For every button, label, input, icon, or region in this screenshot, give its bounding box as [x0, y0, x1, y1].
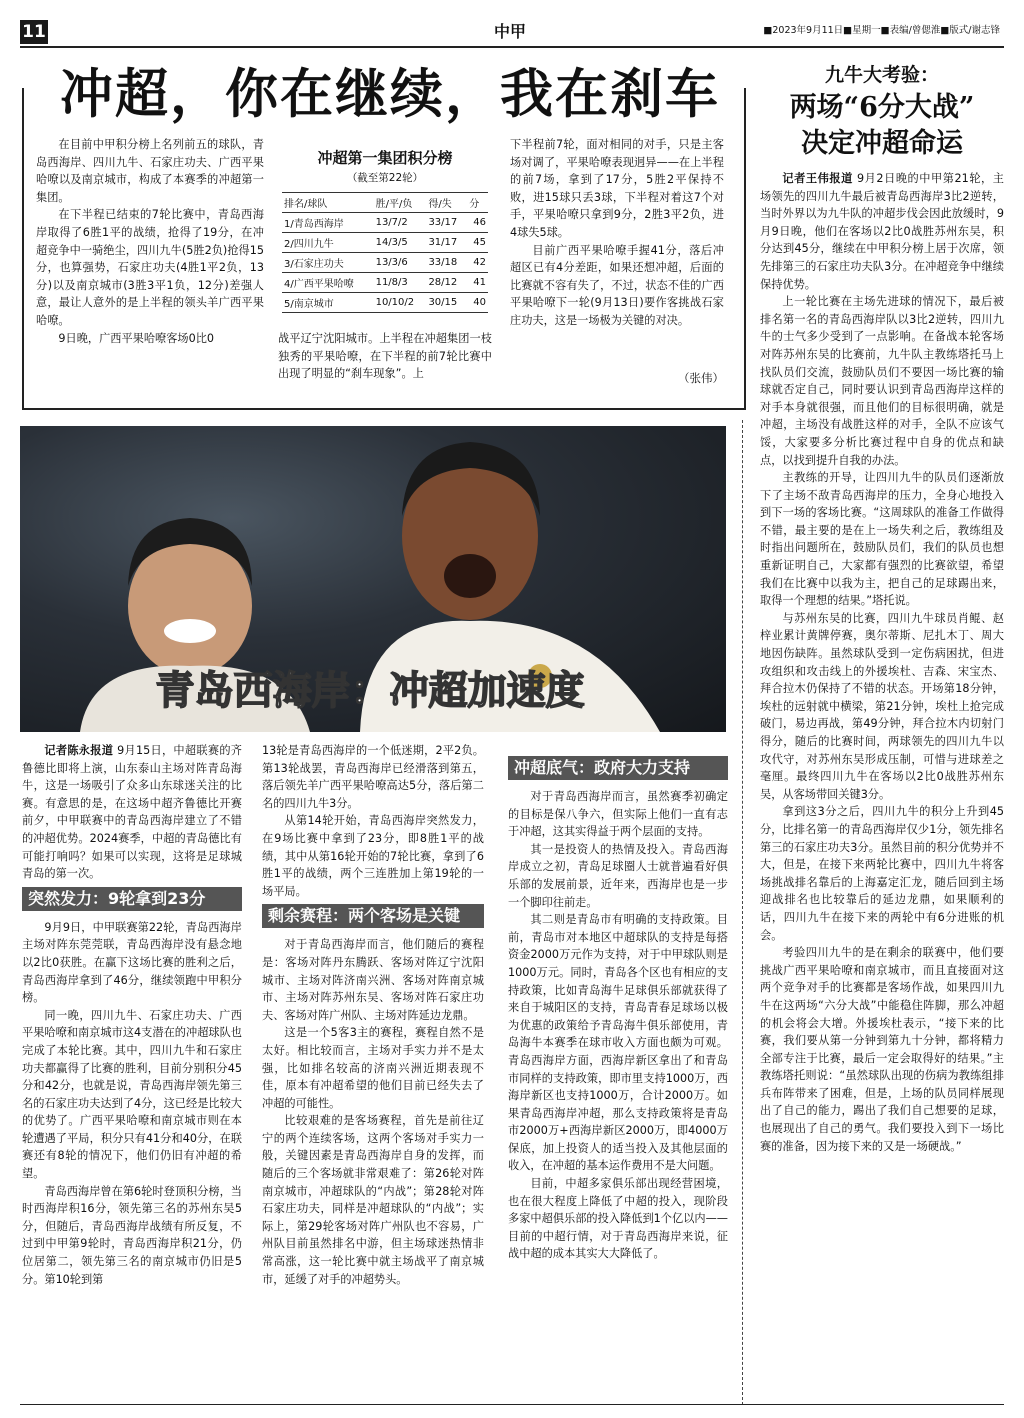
column-header: 排名/球队 [282, 193, 374, 213]
paragraph: 与苏州东吴的比赛，四川九牛球员肖鲲、赵梓业累计黄牌停赛，奥尔蒂斯、尼扎木丁、周大地因伤缺阵。虽然球队受到一定伤病困扰，但进攻组织和攻击线上的外援埃杜、吉森、宋宝杰、拜合拉木仍保持了不错的状态。开场第18分钟，埃杜的远射就中横梁，第21分钟，埃杜上抢完成破门，易边再战，第49分钟，拜合拉木内切射门得分，随后的比赛时间，两球领先的四川九牛以攻代守，对苏州东吴形成压制，可惜与进球差之毫厘。最终四川九牛在客场以2比0战胜苏州东吴，从客场带回关键3分。 [760, 611, 1004, 801]
paragraph: 从第14轮开始，青岛西海岸突然发力，在9场比赛中拿到了23分，即8胜1平的战绩，其中从第16轮开始的7轮比赛，拿到了6胜1平的战绩，两个三连胜加上第19轮的一场平局。 [262, 814, 484, 898]
points-cell: 40 [467, 293, 488, 313]
team-cell: 3/石家庄功夫 [282, 253, 374, 273]
team-cell: 5/南京城市 [282, 293, 374, 313]
standings-title: 冲超第一集团积分榜 [317, 149, 453, 167]
subhead: 突然发力：9轮拿到23分 [22, 887, 242, 911]
page-number: 11 [20, 20, 48, 44]
standings-subtitle: （截至第22轮） [346, 172, 424, 184]
bottom-story-column-2 [262, 742, 484, 1288]
points-cell: 46 [467, 213, 488, 233]
paragraph: 战平辽宁沈阳城市。上半程在冲超集团一枝独秀的平果哈嘹，在下半程的前7轮比赛中出现了明显的“刹车现象”。上 [278, 332, 492, 381]
subhead: 冲超底气：政府大力支持 [508, 756, 728, 780]
standings-header-row [282, 193, 488, 213]
paragraph: 在目前中甲积分榜上名列前五的球队，青岛西海岸、四川九牛、石家庄功夫、广西平果哈嘹以及南京城市，构成了本赛季的冲超第一集团。 [36, 138, 264, 204]
paragraph: 拿到这3分之后，四川九牛的积分上升到45分，比排名第一的青岛西海岸仅少1分，领先排名第三的石家庄功夫3分。虽然目前的积分优势并不大，但是，在接下来两轮比赛中，四川九牛将客场挑战排名靠后的上海嘉定汇龙，随后回到主场迎战排名也比较靠后的延边龙鼎，如果顺利的话，四川九牛在接下来的两轮中有6分进账的机会。 [760, 805, 1004, 942]
byline: 记者王伟报道 [782, 172, 853, 185]
record-cell: 11/8/3 [374, 273, 427, 293]
bottom-story-column-1 [22, 742, 242, 1288]
goals-cell: 31/17 [426, 233, 467, 253]
table-row [282, 253, 488, 273]
team-cell: 1/青岛西海岸 [282, 213, 374, 233]
team-cell: 4/广西平果哈嘹 [282, 273, 374, 293]
paragraph: 对于青岛西海岸而言，他们随后的赛程是：客场对阵丹东腾跃、客场对阵辽宁沈阳城市、主场对阵济南兴洲、客场对阵南京城市、主场对阵苏州东吴、客场对阵石家庄功夫、客场对阵广州队、主场对阵延边龙鼎。 [262, 938, 484, 1022]
dateline: ■2023年9月11日■星期一■表编/曾偲淮■版式/谢志锋 [763, 25, 1000, 36]
top-story-headline: 冲超，你在继续，我在刹车 [60, 60, 720, 128]
paragraph: 9月9日，中甲联赛第22轮，青岛西海岸主场对阵东莞莞联，青岛西海岸没有悬念地以2比0获胜。在赢下这场比赛的胜利之后，青岛西海岸拿到了46分，继续领跑中甲积分榜。 [22, 920, 242, 1005]
footer-rule [20, 1404, 1004, 1405]
paragraph: 目前，中超多家俱乐部出现经营困境，也在很大程度上降低了中超的投入，现阶段多家中超俱乐部的投入降低到1个亿以内——目前的中超行情，对于青岛西海岸来说，征战中超的成本其实大大降低了。 [508, 1177, 728, 1261]
standings-table [280, 146, 490, 313]
column-divider [742, 420, 743, 1405]
byline: 记者陈永报道 [44, 744, 114, 757]
record-cell: 10/10/2 [374, 293, 427, 313]
paragraph: 目前广西平果哈嘹手握41分，落后冲超区已有4分差距，如果还想冲超，后面的比赛就不容有失了，不过，状态不佳的广西平果哈嘹下一轮(9月13日)要作客挑战石家庄功夫，这是一场极为关键的对决。 [510, 243, 724, 327]
top-story-column-b [278, 330, 492, 383]
record-cell: 14/3/5 [374, 233, 427, 253]
points-cell: 45 [467, 233, 488, 253]
points-cell: 41 [467, 273, 488, 293]
paragraph: 上一轮比赛在主场先进球的情况下，最后被排名第一名的青岛西海岸队以3比2逆转，四川九牛的士气多少受到了一点影响。在备战本轮客场对阵苏州东吴的比赛前，九牛队主教练塔托马上找队员们交流，鼓励队员们不要因一场比赛的输球就否定自己，同时要认识到青岛西海岸这样的对手本身就很强，而且他们的目标很明确，就是冲超，主场没有战胜这样的对手，全队不应该气馁，大家要多分析比赛过程中自身的优点和缺点，以找到提升自我的办法。 [760, 295, 1004, 467]
points-cell: 42 [467, 253, 488, 273]
top-story-column-c [510, 136, 724, 330]
paragraph: 9日晚，广西平果哈嘹客场0比0 [58, 331, 214, 345]
record-cell: 13/7/2 [374, 213, 427, 233]
column-header: 分 [467, 193, 488, 213]
goals-cell: 33/17 [426, 213, 467, 233]
paragraph: 同一晚，四川九牛、石家庄功夫、广西平果哈嘹和南京城市这4支潜在的冲超球队也完成了本轮比赛。其中，四川九牛和石家庄功夫都赢得了比赛的胜利，目前分别积分45分和42分，也就是说，青岛西海岸领先第三名的石家庄功夫达到了4分，这已经是比较大的优势了。广西平果哈嘹和南京城市则在本轮遭遇了平局，积分只有41分和40分，在联赛还有8轮的情况下，他们仍旧有冲超的希望。 [22, 1008, 242, 1181]
paragraph: 下半程前7轮，面对相同的对手，只是主客场对调了，平果哈嘹表现迥异——在上半程的前7场，拿到了17分，5胜2平保持不败，进15球只丢3球，下半程对着这7个对手，平果哈嘹只拿到9分，2胜3平2负，进4球失5球。 [510, 138, 724, 239]
paragraph: 考验四川九牛的是在剩余的联赛中，他们要挑战广西平果哈嘹和南京城市，而且直接面对这两个竞争对手的比赛都是客场作战，如果四川九牛在这两场“六分大战”中能稳住阵脚，那么冲超的机会将会大增。外援埃杜表示，“接下来的比赛，我们要从第一分钟到第九十分钟，都将精力全部专注于比赛，最后一定会取得好的结果。”主教练塔托则说：“虽然球队出现的伤病为教练组排兵布阵带来了困难，但是，上场的队员同样展现出了自己的能力，踢出了我们自己想要的足球，也展现出了自己的勇气。我们要投入到下一场比赛的准备，因为接下来的又是一场硬战。” [760, 946, 1004, 1153]
column-header: 胜/平/负 [374, 193, 427, 213]
record-cell: 13/3/6 [374, 253, 427, 273]
photo-caption: 青岛西海岸：冲超加速度 [155, 669, 585, 714]
paragraph: 在下半程已结束的7轮比赛中，青岛西海岸取得了6胜1平的战绩，抢得了19分，在冲超竞争中一骑绝尘，四川九牛(5胜2负)抢得15分，也算强势，石家庄功夫(4胜1平2负，13分)以及南京城市(3胜3平1负，12分)差强人意，最让人意外的是上半程的领头羊广西平果哈嘹。 [36, 208, 264, 327]
bottom-story-column-3 [508, 752, 728, 1263]
subhead: 剩余赛程：两个客场是关键 [262, 904, 484, 928]
paragraph: 9月2日晚的中甲第21轮，主场领先的四川九牛最后被青岛西海岸3比2逆转，当时外界以为九牛队的冲超步伐会因此放缓时，9月9日晚，他们在客场以2比0战胜苏州东吴，积分达到45分，继续在中甲积分榜上居于次席，领先排第三的石家庄功夫队3分。在冲超竞争中继续保持优势。 [760, 172, 1004, 291]
table-row [282, 273, 488, 293]
column-header: 得/失 [426, 193, 467, 213]
table-row [282, 213, 488, 233]
goals-cell: 30/15 [426, 293, 467, 313]
paragraph: 其一是投资人的热情及投入。青岛西海岸成立之初，青岛足球圈人士就普遍看好俱乐部的发展前景，近年来，西海岸也是一步一个脚印往前走。 [508, 842, 728, 909]
paragraph: 青岛西海岸曾在第6轮时登顶积分榜，当时西海岸积16分，领先第三名的苏州东吴5分，但随后，青岛西海岸战绩有所反复，不过到中甲第9轮时，青岛西海岸积21分，仍位居第二，领先第三名的南京城市仍旧是5分。第10轮到第 [22, 1184, 242, 1286]
goals-cell: 33/18 [426, 253, 467, 273]
paragraph: 主教练的开导，让四川九牛的队员们逐渐放下了主场不敌青岛西海岸的压力，全身心地投入到下一场的客场比赛。“这周球队的准备工作做得不错，最主要的是在上一场失利之后，教练组及时指出问题所在，鼓励队员们，我们的队员也想重新证明自己，大家都有强烈的比赛欲望，希望我们在比赛中以我为主，把自己的足球踢出来，取得一个理想的结果。”塔托说。 [760, 471, 1004, 608]
paragraph: 13轮是青岛西海岸的一个低迷期，2平2负。第13轮战罢，青岛西海岸已经滑落到第五，落后领先羊广西平果哈嘹高达5分，落后第二名的四川九牛3分。 [262, 744, 484, 810]
top-story-column-a [36, 136, 264, 347]
author-credit: （张伟） [678, 371, 724, 385]
right-story-kicker: 九牛大考验： [824, 64, 939, 86]
table-row [282, 233, 488, 253]
right-story-body [760, 170, 1004, 1155]
paragraph: 这是一个5客3主的赛程，赛程自然不是太好。相比较而言，主场对手实力并不是太强，比如排名较高的济南兴洲近期表现不佳，原本有冲超希望的他们目前已经失去了冲超的可能性。 [262, 1026, 484, 1110]
section-title: 中甲 [493, 22, 526, 41]
paragraph: 对于青岛西海岸而言，虽然赛季初确定的目标是保八争六，但实际上他们一直有志于冲超，这其实得益于两个层面的支持。 [508, 790, 728, 839]
goals-cell: 28/12 [426, 273, 467, 293]
header-rule [20, 46, 1004, 48]
paragraph: 比较艰难的是客场赛程，首先是前往辽宁的两个连续客场，这两个客场对手实力一般，关键因素是青岛西海岸自身的发挥，而随后的三个客场就非常艰难了：第26轮对阵南京城市，冲超球队的“内战”；第28轮对阵石家庄功夫，同样是冲超球队的“内战”；实际上，第29轮客场对阵广州队也不容易，广州队目前虽然排名中游，但主场球迷热情非常高涨，这一轮比赛中就主场战平了南京城市，延缓了对手的冲超势头。 [262, 1114, 484, 1286]
right-story-headline-line1: 两场“6分大战” [789, 92, 975, 123]
paragraph: 9月15日，中超联赛的齐鲁德比即将上演，山东泰山主场对阵青岛海牛，这是一场吸引了众多山东球迷关注的比赛。有意思的是，在这场中超齐鲁德比开赛前夕，中甲联赛中的青岛西海岸建立了不错的冲超优势。2024赛季，中超的青岛德比有可能打响吗？如果可以实现，这将是足球城青岛的第一次。 [22, 744, 242, 881]
table-row [282, 293, 488, 313]
team-cell: 2/四川九牛 [282, 233, 374, 253]
right-story-headline-line2: 决定冲超命运 [801, 128, 963, 159]
paragraph: 其二则是青岛市有明确的支持政策。目前，青岛市对本地区中超球队的支持是每搭资金2000万元作为支持，对于中甲球队则是1000万元。同时，青岛各个区也有相应的支持政策，比如青岛海牛足球俱乐部就获得了来自于城阳区的支持，青岛青春足球场以极为优惠的政策给予青岛海牛俱乐部使用，青岛海牛本赛季在球市收入方面也颇为可观。青岛西海岸方面，西海岸新区拿出了和青岛市同样的支持政策，即市里支持1000万，西海岸新区也支持1000万，合计2000万。如果青岛西海岸冲超，那么支持政策将是青岛市2000万+西海岸新区2000万，即4000万保底，加上投资人的适当投入及其他层面的收入，在冲超的基本运作费用不是大问题。 [508, 913, 728, 1173]
